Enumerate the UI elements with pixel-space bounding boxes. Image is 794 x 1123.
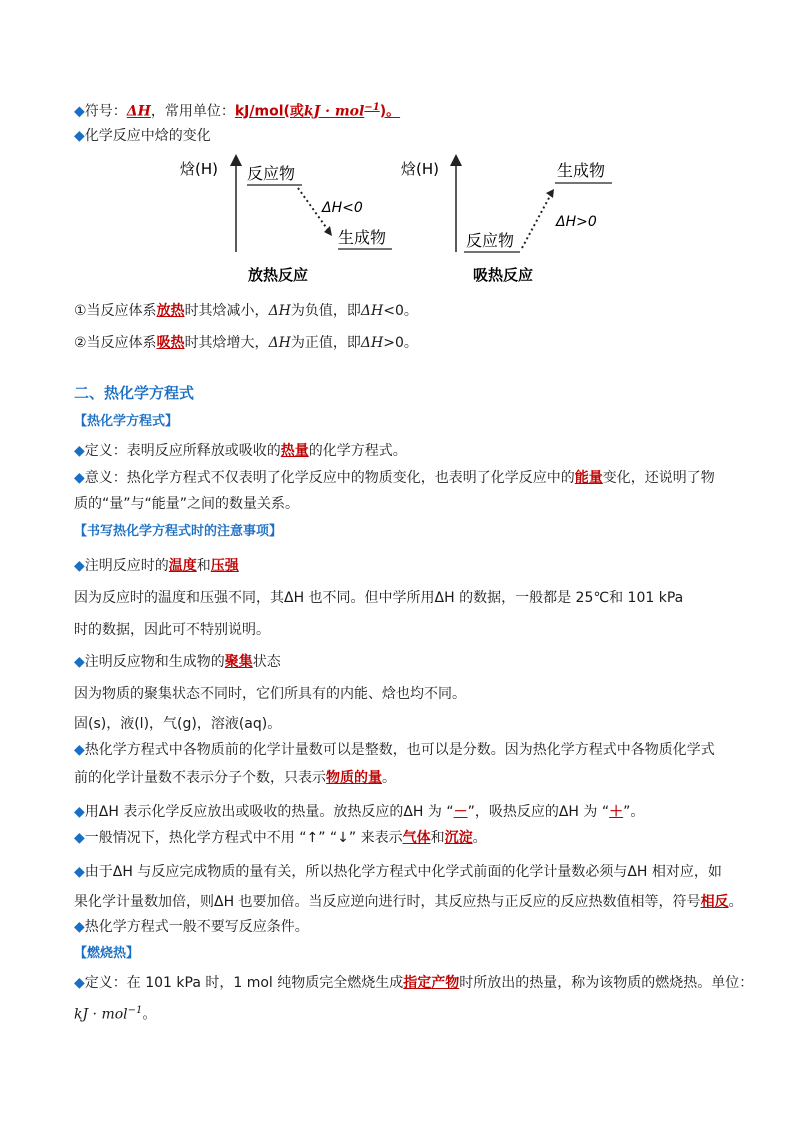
diamond-bullet-icon: ◆ xyxy=(74,919,85,935)
exo-delta-label: ΔH<0 xyxy=(322,200,363,216)
note-coefficients-2: 前的化学计量数不表示分子个数，只表示物质的量。 xyxy=(74,770,396,786)
enthalpy-diagram xyxy=(0,0,794,300)
note-coefficients-1: ◆热化学方程式中各物质前的化学计量数可以是整数，也可以是分数。因为热化学方程式中各物质化学式 xyxy=(74,742,715,758)
combustion-definition-2: kJ · mol$^{-1}$。 xyxy=(74,1005,157,1023)
diamond-bullet-icon: ◆ xyxy=(74,654,85,670)
endo-axis-label: 焓(H) xyxy=(401,160,439,178)
note-delta-h-sign: ◆用ΔH 表示化学反应放出或吸收的热量。放热反应的ΔH 为 “－”，吸热反应的ΔH 为 “＋”。 xyxy=(74,804,645,820)
endo-arrow-head-icon xyxy=(546,189,554,198)
diamond-bullet-icon: ◆ xyxy=(74,742,85,758)
enthalpy-change-heading: ◆化学反应中焓的变化 xyxy=(74,128,211,144)
point-2: ②当反应体系吸热时其焓增大，ΔH为正值，即ΔH>0。 xyxy=(74,335,418,351)
diamond-bullet-icon: ◆ xyxy=(74,128,85,144)
endo-dotted-arrow xyxy=(522,196,550,248)
exo-arrow-head-icon xyxy=(324,226,332,236)
note-2-text: 因为物质的聚集状态不同时，它们所具有的内能、焓也均不同。 xyxy=(74,686,466,702)
exo-axis-label: 焓(H) xyxy=(180,160,218,178)
exothermic-diagram xyxy=(179,160,392,284)
diamond-bullet-icon: ◆ xyxy=(74,830,85,846)
note-temperature-pressure: ◆注明反应时的温度和压强 xyxy=(74,558,239,574)
endo-delta-label: ΔH>0 xyxy=(556,214,597,230)
symbol-line: ◆符号：ΔH，常用单位：kJ/mol(或kJ · mol$^{-1}$)。 xyxy=(74,102,401,120)
exo-caption: 放热反应 xyxy=(248,266,309,284)
diamond-bullet-icon: ◆ xyxy=(74,103,85,120)
endothermic-diagram xyxy=(400,160,612,284)
note-1-text-1: 因为反应时的温度和压强不同，其ΔH 也不同。但中学所用ΔH 的数据，一般都是 25℃和 101 kPa xyxy=(74,590,684,606)
meaning-line-1: ◆意义：热化学方程式不仅表明了化学反应中的物质变化，也表明了化学反应中的能量变化，还说明了物 xyxy=(74,470,715,486)
subsection-writing-notes: 【书写热化学方程式时的注意事项】 xyxy=(74,524,283,539)
unit-text: kJ/mol(或 xyxy=(234,103,304,120)
note-aggregation-state: ◆注明反应物和生成物的聚集状态 xyxy=(74,654,281,670)
note-arrows: ◆一般情况下，热化学方程式中不用 “↑” “↓” 来表示气体和沉淀。 xyxy=(74,830,487,846)
exo-product-label: 生成物 xyxy=(338,228,387,247)
subsection-combustion-heat: 【燃烧热】 xyxy=(74,946,140,961)
diamond-bullet-icon: ◆ xyxy=(74,975,85,991)
states-line: 固(s)，液(l)，气(g)，溶液(aq)。 xyxy=(74,716,282,732)
diamond-bullet-icon: ◆ xyxy=(74,804,85,820)
diamond-bullet-icon: ◆ xyxy=(74,558,85,574)
diamond-bullet-icon: ◆ xyxy=(74,470,85,486)
endo-reactant-label: 反应物 xyxy=(466,231,515,250)
endo-product-label: 生成物 xyxy=(557,161,606,180)
endo-caption: 吸热反应 xyxy=(473,266,534,284)
combustion-definition-1: ◆定义：在 101 kPa 时，1 mol 纯物质完全燃烧生成指定产物时所放出的热量，称为该物质的燃烧热。单位： xyxy=(74,975,754,991)
note-1-text-2: 时的数据，因此可不特别说明。 xyxy=(74,622,270,638)
meaning-line-2: 质的“量”与“能量”之间的数量关系。 xyxy=(74,496,300,512)
note-no-conditions: ◆热化学方程式一般不要写反应条件。 xyxy=(74,919,309,935)
diamond-bullet-icon: ◆ xyxy=(74,864,85,880)
note-proportional-2: 果化学计量数加倍，则ΔH 也要加倍。当反应逆向进行时，其反应热与正反应的反应热数值相等，符号相反。 xyxy=(74,894,743,910)
delta-h-symbol: ΔH xyxy=(126,103,151,120)
subsection-thermo-equation: 【热化学方程式】 xyxy=(74,414,179,429)
definition-line: ◆定义：表明反应所释放或吸收的热量的化学方程式。 xyxy=(74,443,407,459)
point-1: ①当反应体系放热时其焓减小，ΔH为负值，即ΔH<0。 xyxy=(74,303,418,319)
section-2-title: 二、热化学方程式 xyxy=(74,384,195,402)
note-proportional-1: ◆由于ΔH 与反应完成物质的量有关，所以热化学方程式中化学式前面的化学计量数必须与ΔH 相对应，如 xyxy=(74,864,722,880)
exo-reactant-label: 反应物 xyxy=(247,164,296,183)
diamond-bullet-icon: ◆ xyxy=(74,443,85,459)
